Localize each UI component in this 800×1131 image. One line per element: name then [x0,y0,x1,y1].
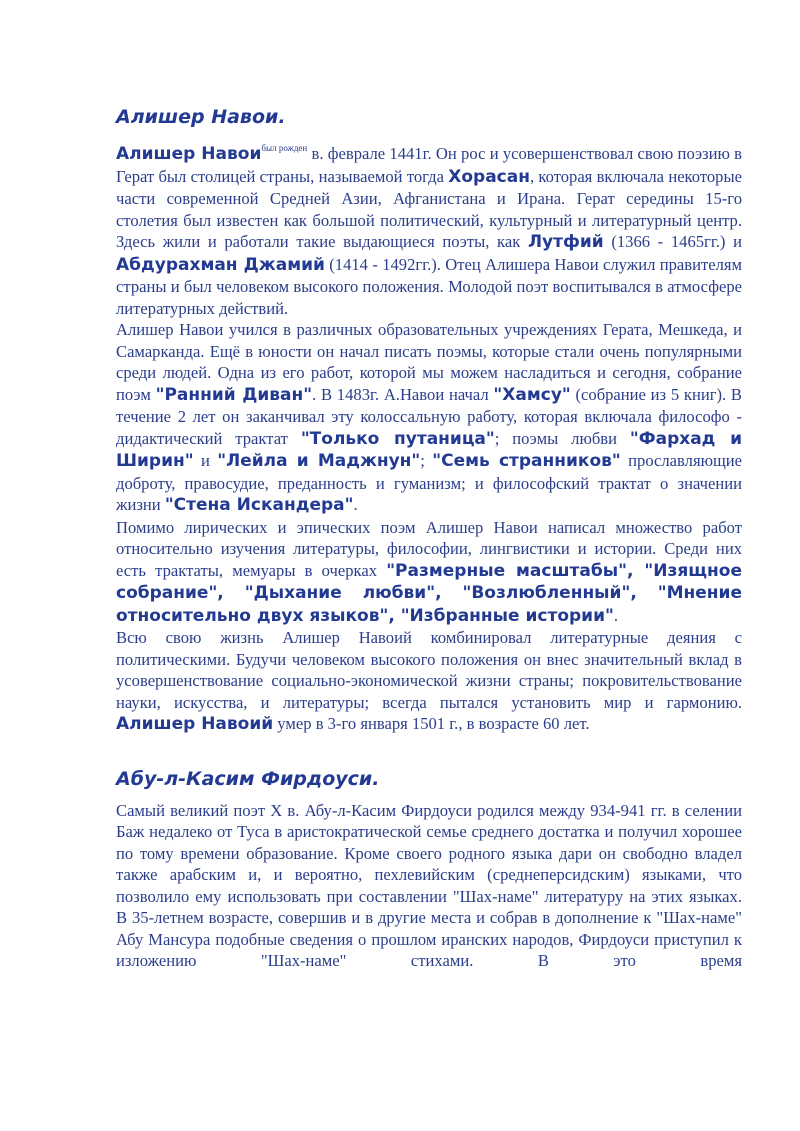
title-putanitsa: "Только путаница" [300,428,495,449]
name-navoi: Алишер Навои [116,144,262,164]
text-run: прославляющие доброту, правосудие, преданность и гуманизм; и философский трактат о значении жизни [116,451,742,514]
title-sem: "Семь странников" [432,451,621,471]
text-run: Алишер Навои учился в различных образовательных учреждениях Герата, Мешкеда, и Самарканда. Ещё в юности он начал писать поэмы, которые стали очень популярными среди людей. Одна из его работ, которой мы можем насладиться и сегодня, собрание поэм [116,320,742,404]
name-jami: Абдурахман Джамий [116,254,325,275]
navoi-paragraph-1 [116,138,742,319]
name-lutfi: Лутфий [527,232,604,252]
text-run: , которая включала некоторые части современной Средней Азии, Афганистана и Ирана. Герат середины 15-го столетия был известен как большой политический, культурный и литературный центр. Здесь жили и работали такие выдающиеся поэты, как [116,166,742,251]
text-run: Помимо лирических и эпических поэм Алишер Навои написал множество работ относительно изучения литературы, философии, лингвистики и истории. Среди них есть трактаты, мемуары в очерках [116,517,742,580]
superscript-note: был рожден [261,143,308,153]
firdousi-paragraph-1: Самый великий поэт X в. Абу-л-Касим Фирдоуси родился между 934-941 гг. в селении Баж недалеко от Туса в аристократической семье среднего достатка и получил хорошее по тому времени образование. Кроме своего родного языка дари он свободно владел также арабским и, и вероятно, пехлевийским (среднеперсидским) языками, что позволило ему использовать при составлении "Шах-наме" литературу на этих языках. [116,800,742,906]
navoi-paragraph-2 [116,319,742,517]
title-khamsa: "Хамсу" [493,384,571,405]
text-run: ; поэмы любви [494,428,630,448]
titles-list: "Размерные масштабы", "Изящное собрание", "Дыхание любви", "Возлюбленный", "Мнение относительно двух языков", "Избранные истории" [116,560,742,626]
title-leyla: "Лейла и Маджнун" [217,451,421,471]
text-run: (1414 - 1492гг.). Отец Алишера Навои служил правителям страны и был человеком высокого положения. Молодой поэт воспитывался в атмосфере литературных действий. [116,254,742,318]
firdousi-paragraph-2: В 35-летнем возрасте, совершив и в другие места и собрав в дополнение к "Шах-наме" Абу Мансура подобные сведения о прошлом иранских народов, Фирдоуси приступил к изложению "Шах-наме" стихами. В это время [116,908,742,970]
text-run: ; [420,451,433,470]
section-heading-navoi: Алишер Навои. [116,106,286,128]
title-farhad: "Фархад и Ширин" [116,428,742,471]
text-run: в. феврале 1441г. Он рос и усовершенствовал свою поэзию в Герат был столицей страны, называемой тогда [116,144,742,186]
name-navoi-death: Алишер Навоий [116,714,274,734]
text-run: . [353,495,358,514]
title-divan: "Ранний Диван" [155,384,313,405]
text-run: (собрание из 5 книг). В течение 2 лет он заканчивал эту колоссальную работу, которая включала философо - дидактический трактат [116,384,742,448]
navoi-death [116,713,742,736]
navoi-paragraph-4: Всю свою жизнь Алишер Навоий комбинировал литературные деяния с политическими. Будучи человеком высокого положения он внес значительный вклад в усовершенствование социально-экономической жизни страны; покровительствование науки, искусства, и литературы; всегда пытался установить мир и гармонию. [116,628,742,712]
document-content [116,104,742,972]
text-run: (1366 - 1465гг.) и [603,232,742,251]
title-stena: "Стена Искандера" [164,495,354,515]
text-run: . В 1483г. А.Навои начал [312,384,494,404]
place-khorasan: Хорасан [448,166,530,187]
section-heading-firdousi: Абу-л-Касим Фирдоуси. [116,767,380,790]
text-run: . [613,605,619,625]
text-run: умер в 3-го января 1501 г., в возрасте 60 лет. [273,714,590,733]
navoi-paragraph-3 [116,517,742,628]
text-run: и [193,451,218,470]
